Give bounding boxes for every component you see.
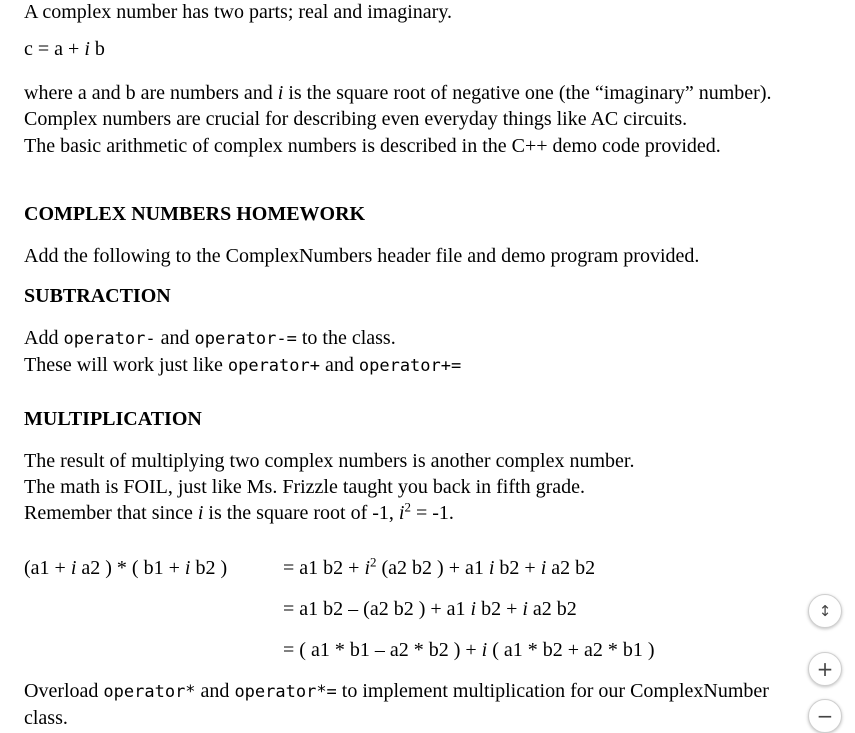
overload-line: Overload operator* and operator*= to implement multiplication for our ComplexNumber: [24, 680, 769, 702]
equation-step: = a1 $b2 + i^2$ (a2 b2 ) + a1 i b2 + i a2 b2: [283, 554, 596, 579]
homework-instruction: Add the following to the ComplexNumbers header file and demo program provided.: [24, 245, 700, 267]
overload-line: class.: [24, 707, 68, 729]
multiplication-line: The math is FOIL, just like Ms. Frizzle taught you back in fifth grade.: [24, 476, 585, 498]
equation-step: = a1 b2 – (a2 b2 ) + a1 i b2 + i a2 b2: [283, 598, 577, 620]
zoom-in-button[interactable]: [808, 652, 842, 686]
equation-lhs: (a1 + i a2 ) * ( b1 + i b2 ): [24, 557, 228, 579]
description-line: Complex numbers are crucial for describing even everyday things like AC circuits.: [24, 108, 688, 130]
zoom-out-button[interactable]: [808, 699, 842, 733]
subtraction-line: These will work just like operator+ and operator+=: [24, 354, 462, 376]
intro-line: A complex number has two parts; real and imaginary.: [24, 1, 453, 23]
multiplication-heading: MULTIPLICATION: [24, 408, 202, 430]
formula: c = a + i b: [24, 38, 105, 60]
plus-icon: +: [816, 657, 834, 681]
fit-page-button[interactable]: [808, 594, 842, 628]
equation-step: = ( a1 * b1 – a2 * b2 ) + i ( a1 * b2 + a2 * b1 ): [283, 639, 655, 661]
description-line: where a and b are numbers and i is the square root of negative one (the “imaginary” number).: [24, 82, 772, 104]
minus-icon: −: [816, 704, 834, 728]
description-line: The basic arithmetic of complex numbers is described in the C++ demo code provided.: [24, 135, 721, 157]
multiplication-line: The result of multiplying two complex numbers is another complex number.: [24, 450, 635, 472]
multiplication-line: Remember that since i is the square root of -1, $i^2 = -1$.: [24, 499, 454, 524]
subtraction-line: Add operator- and operator-= to the class.: [24, 327, 396, 349]
homework-heading: COMPLEX NUMBERS HOMEWORK: [24, 203, 366, 225]
subtraction-heading: SUBTRACTION: [24, 285, 171, 307]
fit-page-icon: ↕: [818, 602, 832, 620]
